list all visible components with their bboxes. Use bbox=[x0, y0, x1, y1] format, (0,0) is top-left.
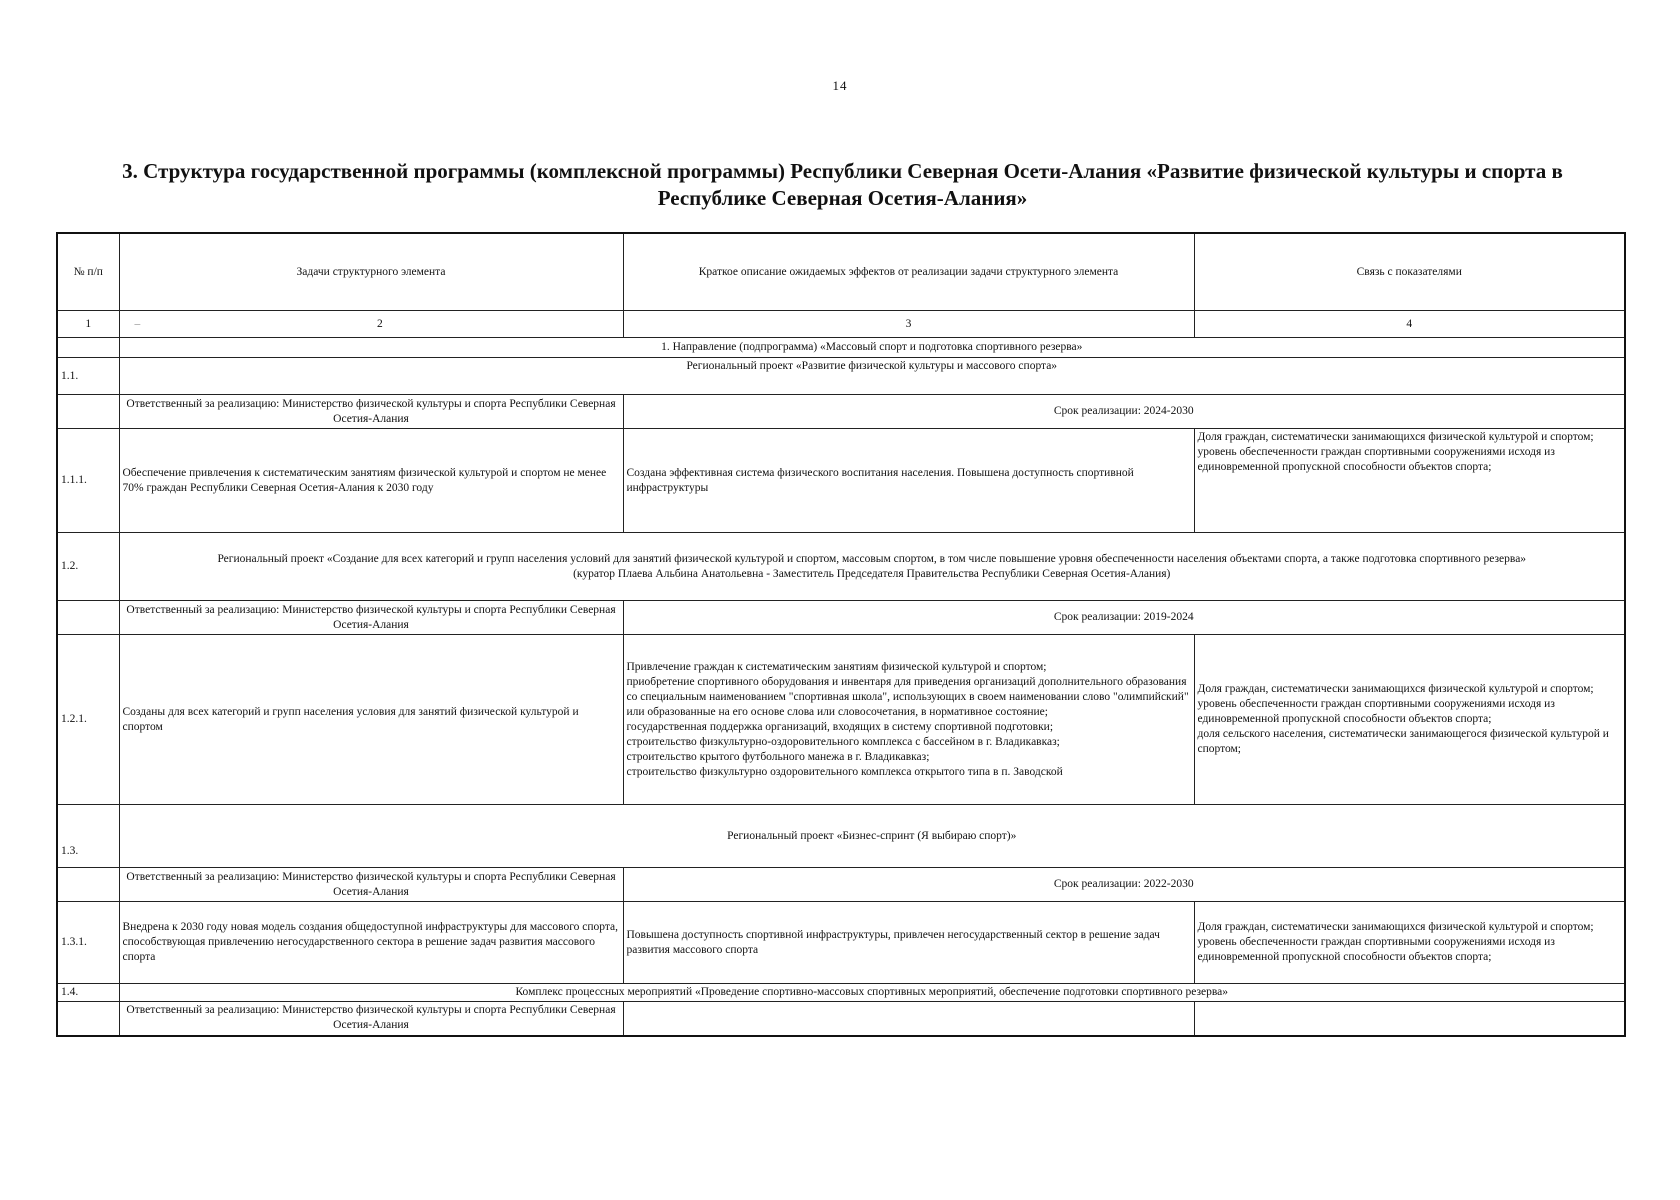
responsible-row bbox=[57, 1002, 1625, 1036]
effect-text: Привлечение граждан к систематическим занятиям физической культурой и спортом; приобретение спортивного оборудования и инвентаря для приведения организаций дополнительного образования со специальным наименованием "спортивная школа", использующих в своем наименовании слово "олимпийский" или образованные на его основе слова или словосочетания, в нормативное состояние; государственная поддержка организаций, входящих в систему спортивной подготовки; строительство физкультурно-оздоровительного комплекса с бассейном в г. Владикавказ; строительство крытого футбольного манежа в г. Владикавказ; строительство физкультурно оздоровительного комплекса открытого типа в п. Заводской bbox=[623, 635, 1194, 805]
section-row-1-1 bbox=[57, 358, 1625, 395]
column-number-3: 3 bbox=[623, 311, 1194, 338]
column-dash: – bbox=[134, 317, 141, 330]
term-text: Срок реализации: 2019-2024 bbox=[623, 601, 1625, 635]
indicators-text: Доля граждан, систематически занимающихся физической культурой и спортом; уровень обеспеченности граждан спортивными сооружениями исходя из единовременной пропускной способности объектов спорта; bbox=[1194, 429, 1625, 533]
document-title: 3. Структура государственной программы (комплексной программы) Республики Северная Осети-Алания «Развитие физической культуры и спорта в Республике Северная Осетия-Алания» bbox=[122, 159, 1563, 210]
section-title: Региональный проект «Создание для всех категорий и групп населения условий для занятий физической культурой и спортом, массовым спортом, в том числе повышение уровня обеспеченности населения объектами спорта, а также подготовка спортивного резерва» bbox=[217, 552, 1527, 565]
term-text: Срок реализации: 2022-2030 bbox=[623, 868, 1625, 902]
page-number: 14 bbox=[832, 78, 848, 93]
task-text: Созданы для всех категорий и групп населения условия для занятий физической культурой и спортом bbox=[119, 635, 623, 805]
task-text: Внедрена к 2030 году новая модель создания общедоступной инфраструктуры для массового спорта, способствующая привлечению негосударственного сектора в решение задач развития массового спорта bbox=[119, 902, 623, 984]
effect-text: Создана эффективная система физического воспитания населения. Повышена доступность спортивной инфраструктуры bbox=[623, 429, 1194, 533]
direction-title: 1. Направление (подпрограмма) «Массовый спорт и подготовка спортивного резерва» bbox=[119, 338, 1625, 358]
section-curator: (куратор Плаева Альбина Анатольевна - Заместитель Председателя Правительства Республики Северная Осетия-Алания) bbox=[573, 567, 1171, 580]
responsible-row bbox=[57, 868, 1625, 902]
column-number-2-cell bbox=[119, 311, 623, 338]
column-numbers-row bbox=[57, 311, 1625, 338]
section-title: Региональный проект «Бизнес-спринт (Я выбираю спорт)» bbox=[119, 805, 1625, 868]
header-tasks: Задачи структурного элемента bbox=[119, 233, 623, 311]
responsible-text: Ответственный за реализацию: Министерство физической культуры и спорта Республики Северная Осетия-Алания bbox=[119, 601, 623, 635]
section-title: Региональный проект «Развитие физической культуры и массового спорта» bbox=[119, 358, 1625, 395]
header-effects: Краткое описание ожидаемых эффектов от реализации задачи структурного элемента bbox=[623, 233, 1194, 311]
column-number-2: 2 bbox=[377, 317, 383, 330]
responsible-text: Ответственный за реализацию: Министерство физической культуры и спорта Республики Северная Осетия-Алания bbox=[119, 868, 623, 902]
responsible-row bbox=[57, 601, 1625, 635]
section-title-cell bbox=[119, 533, 1625, 601]
empty-cell bbox=[1194, 1002, 1625, 1036]
section-num: 1.2. bbox=[57, 533, 119, 601]
indicators-text: Доля граждан, систематически занимающихся физической культурой и спортом; уровень обеспеченности граждан спортивными сооружениями исходя из единовременной пропускной способности объектов спорта; bbox=[1194, 902, 1625, 984]
header-link: Связь с показателями bbox=[1194, 233, 1625, 311]
term-text: Срок реализации: 2024-2030 bbox=[623, 395, 1625, 429]
responsible-text: Ответственный за реализацию: Министерство физической культуры и спорта Республики Северная Осетия-Алания bbox=[119, 395, 623, 429]
section-num: 1.3. bbox=[57, 805, 119, 868]
column-number-4: 4 bbox=[1194, 311, 1625, 338]
section-row-1-3 bbox=[57, 805, 1625, 868]
task-text: Обеспечение привлечения к систематическим занятиям физической культурой и спортом не менее 70% граждан Республики Северная Осетия-Алания к 2030 году bbox=[119, 429, 623, 533]
task-num: 1.3.1. bbox=[57, 902, 119, 984]
indicators-text: Доля граждан, систематически занимающихся физической культурой и спортом; уровень обеспеченности граждан спортивными сооружениями исходя из единовременной пропускной способности объектов спорта; доля сельского населения, систематически занимающегося физической культурой и спортом; bbox=[1194, 635, 1625, 805]
task-num: 1.2.1. bbox=[57, 635, 119, 805]
column-number-1: 1 bbox=[57, 311, 119, 338]
section-num: 1.4. bbox=[57, 984, 119, 1002]
responsible-text: Ответственный за реализацию: Министерство физической культуры и спорта Республики Северная Осетия-Алания bbox=[119, 1002, 623, 1036]
header-num: № п/п bbox=[57, 233, 119, 311]
task-row bbox=[57, 635, 1625, 805]
empty-cell bbox=[623, 1002, 1194, 1036]
task-row bbox=[57, 902, 1625, 984]
section-row-1-2 bbox=[57, 533, 1625, 601]
section-row-1-4 bbox=[57, 984, 1625, 1002]
section-num: 1.1. bbox=[57, 358, 119, 395]
direction-row bbox=[57, 338, 1625, 358]
task-num: 1.1.1. bbox=[57, 429, 119, 533]
program-structure-table bbox=[56, 232, 1626, 1037]
table-header-row bbox=[57, 233, 1625, 311]
responsible-row bbox=[57, 395, 1625, 429]
task-row bbox=[57, 429, 1625, 533]
section-title: Комплекс процессных мероприятий «Проведение спортивно-массовых спортивных мероприятий, обеспечение подготовки спортивного резерва» bbox=[119, 984, 1625, 1002]
effect-text: Повышена доступность спортивной инфраструктуры, привлечен негосударственный сектор в решение задач развития массового спорта bbox=[623, 902, 1194, 984]
